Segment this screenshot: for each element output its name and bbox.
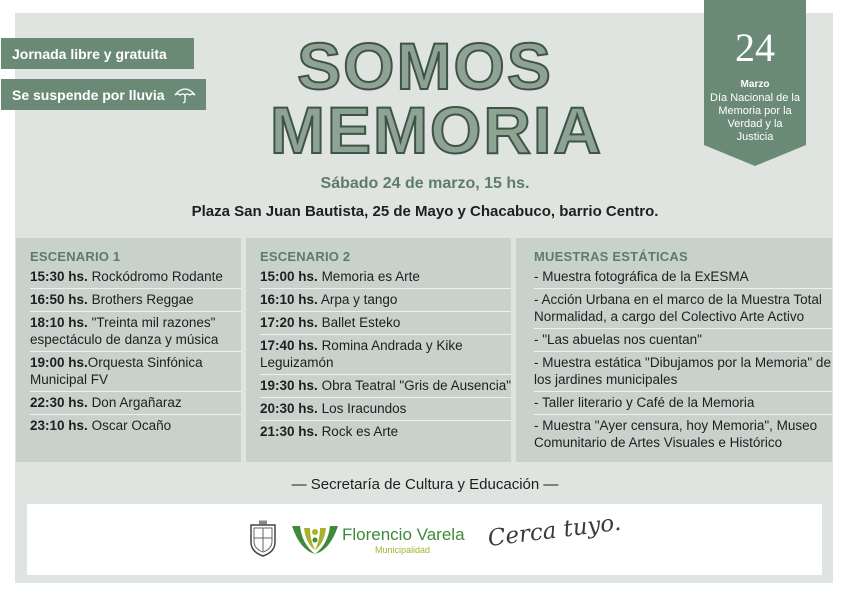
title-line-2: MEMORIA [270,93,603,167]
exhibits-heading: MUESTRAS ESTÁTICAS [534,249,688,264]
schedule-row: 16:10 hs. Arpa y tango [260,288,511,311]
schedule-row: 15:00 hs. Memoria es Arte [260,269,420,284]
brand-name: Florencio Varela [342,525,465,544]
schedule-row: 16:50 hs. Brothers Reggae [30,288,241,311]
secretaria-credit: — Secretaría de Cultura y Educación — [291,476,559,493]
schedule-row: 18:10 hs. "Treinta mil razones" espectáculo de danza y música [30,311,241,351]
rain-notice-label: Se suspende por lluvia [12,86,165,103]
ribbon-month: Marzo [740,79,770,90]
stage-2-heading: ESCENARIO 2 [260,249,351,264]
exhibit-item: - Taller literario y Café de la Memoria [534,391,832,414]
exhibit-item: - Muestra estática "Dibujamos por la Memoria" de los jardines municipales [534,351,832,391]
exhibit-item: - "Las abuelas nos cuentan" [534,328,832,351]
stage-1-panel [16,238,241,462]
exhibits-panel [516,238,832,462]
free-entry-badge [1,38,194,69]
rain-notice-badge [1,79,206,110]
exhibit-item: - Acción Urbana en el marco de la Muestra Total Normalidad, a cargo del Colectivo Arte Activo [534,288,832,328]
event-place: Plaza San Juan Bautista, 25 de Mayo y Chacabuco, barrio Centro. [191,203,659,220]
schedule-row: 19:30 hs. Obra Teatral "Gris de Ausencia" [260,374,511,397]
municipal-crest-icon [248,520,278,557]
schedule-row: 20:30 hs. Los Iracundos [260,397,511,420]
date-ribbon [704,0,806,166]
ribbon-description: Día Nacional de la Memoria por la Verdad y la Justicia [710,92,800,143]
title-line-1: SOMOS [297,29,553,103]
stage-2-panel [246,238,511,462]
event-date: Sábado 24 de marzo, 15 hs. [320,175,530,192]
exhibit-item: - Muestra "Ayer censura, hoy Memoria", Museo Comunitario de Artes Visuales e Histórico [534,414,832,454]
free-entry-label: Jornada libre y gratuita [12,45,167,62]
schedule-row: 19:00 hs.Orquesta Sinfónica Municipal FV [30,351,241,391]
schedule-row: 17:20 hs. Ballet Esteko [260,311,511,334]
exhibit-item: - Muestra fotográfica de la ExESMA [534,269,749,284]
stage-1-heading: ESCENARIO 1 [30,249,121,264]
schedule-row: 15:30 hs. Rockódromo Rodante [30,269,223,284]
florencio-varela-logo-icon [290,520,340,556]
ribbon-day: 24 [735,25,775,70]
slogan: Cerca tuyo. [486,509,623,552]
umbrella-icon [174,86,196,104]
schedule-row: 22:30 hs. Don Argañaraz [30,391,241,414]
schedule-row: 21:30 hs. Rock es Arte [260,420,511,443]
schedule-row: 17:40 hs. Romina Andrada y Kike Leguizamón [260,334,511,374]
schedule-row: 23:10 hs. Oscar Ocaño [30,414,241,437]
brand-subtitle: Municipalidad [375,545,431,555]
poster-title [270,29,603,167]
